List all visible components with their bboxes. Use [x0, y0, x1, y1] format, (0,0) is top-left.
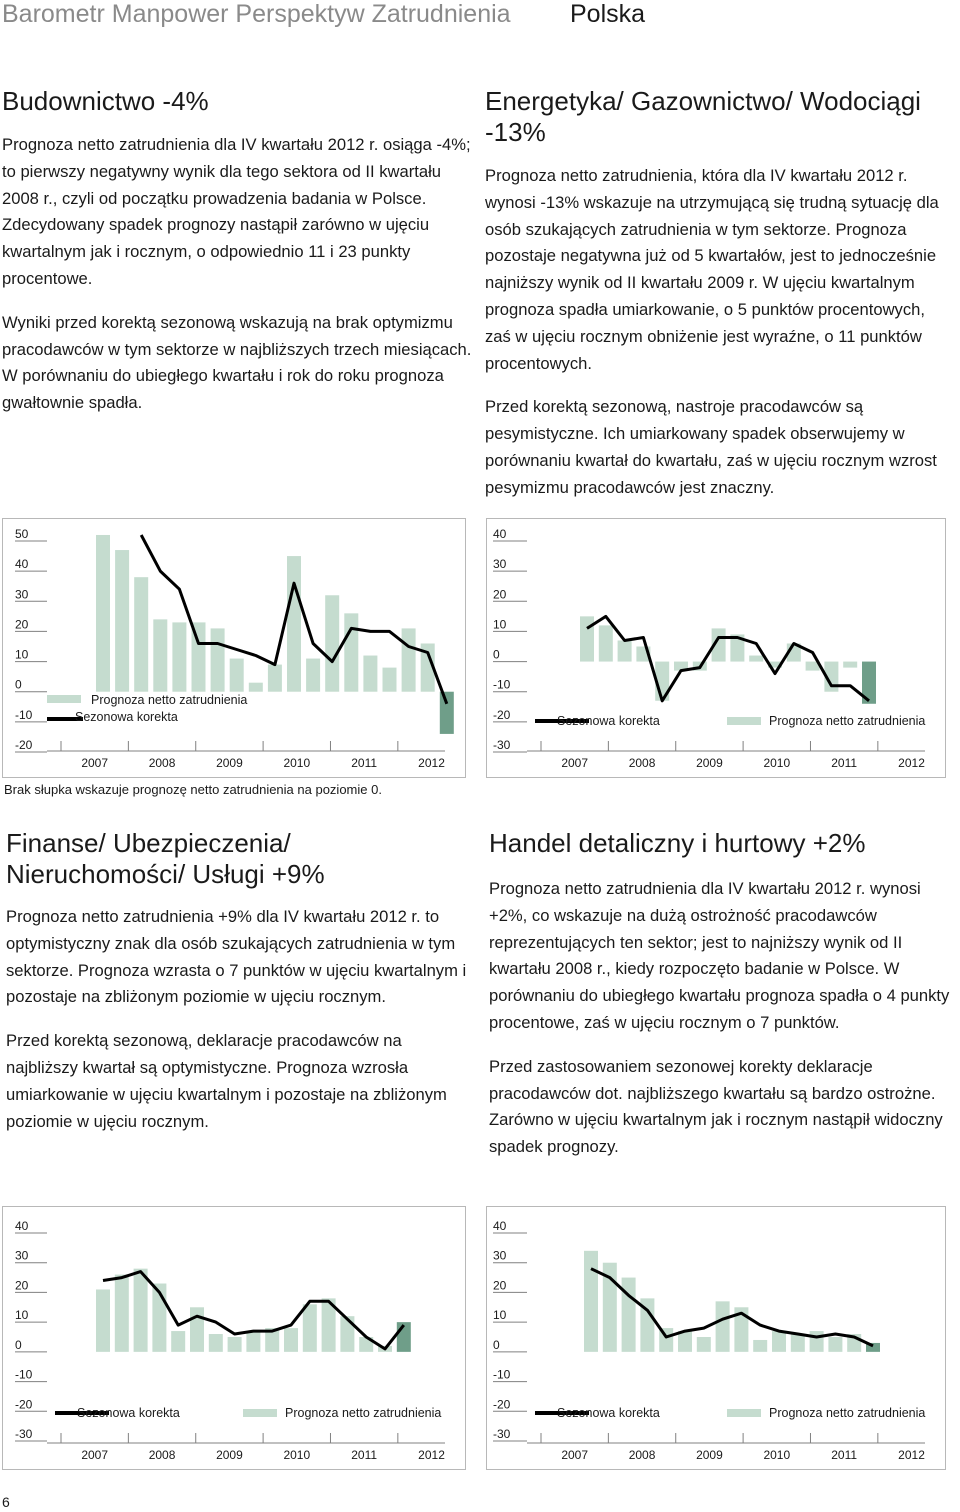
data-bar: [753, 1340, 767, 1352]
data-bar: [134, 577, 148, 692]
section-paragraph: Prognoza netto zatrudnienia +9% dla IV kwartału 2012 r. to optymistyczny znak dla osób szukających zatrudnienia w tym sektorze. Prognoza wzrasta o 7 punktów w ujęciu kwartalnym i pozostaje na zbliżonym poziomie w ujęciu rocznym.: [6, 907, 467, 1007]
chart-svg: [487, 519, 945, 777]
section-energy: [485, 86, 955, 502]
y-tick-label: 30: [15, 587, 29, 602]
y-tick-label: -30: [493, 1427, 511, 1441]
chart-svg: [3, 519, 465, 777]
y-tick-label: 20: [15, 1278, 29, 1293]
x-tick-label: 2010: [763, 1448, 791, 1462]
data-bar: [791, 1334, 805, 1352]
x-tick-label: 2011: [351, 1448, 378, 1462]
x-tick-label: 2009: [696, 756, 723, 770]
x-tick-label: 2012: [418, 1448, 445, 1462]
x-tick-label: 2008: [148, 1448, 176, 1462]
chart-retail: [486, 1206, 946, 1470]
data-bar: [697, 1337, 711, 1352]
data-bar: [209, 1334, 223, 1352]
x-tick-label: 2011: [351, 756, 378, 770]
section-construction: [2, 86, 472, 417]
legend-line-label: Sezonowa korekta: [557, 714, 660, 728]
x-tick-label: 2012: [418, 756, 445, 770]
data-bar: [96, 1289, 110, 1351]
section-paragraph: Prognoza netto zatrudnienia dla IV kwartału 2012 r. wynosi +2%, co wskazuje na dużą ostrożność pracodawców reprezentujących ten sektor; jest to najniższy wynik od II kwartału 2008 r., kiedy rozpoczęto badanie w Polsce. W porównaniu do ubiegłego kwartału prognoza spadła o 4 punkty procentowe, zaś w ujęciu rocznym o 7 punktów.: [489, 879, 950, 1032]
x-tick-label: 2009: [216, 1448, 243, 1462]
y-tick-label: -10: [493, 1367, 511, 1382]
data-bar: [246, 1331, 260, 1352]
data-bar: [306, 659, 320, 692]
legend-bar-label: Prognoza netto zatrudnienia: [769, 1406, 926, 1420]
y-tick-label: 0: [493, 1337, 500, 1352]
x-tick-label: 2008: [628, 1448, 656, 1462]
data-bar: [303, 1304, 317, 1352]
data-bar: [172, 622, 186, 691]
data-bar: [716, 1301, 730, 1352]
y-tick-label: 40: [493, 527, 507, 541]
section-paragraph: Prognoza netto zatrudnienia, która dla IV kwartału 2012 r. wynosi -13% wskazuje na utrzymującą się trudną sytuację dla osób szukających zatrudnienia w tym sektorze. Prognoza pozostaje negatywna już od 5 kwartałów, jest to jednocześnie najniższy wynik od II kwartału 2009 r. W ujęciu kwartalnym prognoza spadła umiarkowanie, o 5 punktów procentowych, zaś w ujęciu rocznym obniżenie jest wyraźne, o 11 punktów procentowych.: [485, 166, 939, 373]
legend-bar-label: Prognoza netto zatrudnienia: [285, 1406, 442, 1420]
data-bar: [344, 613, 358, 691]
x-tick-label: 2008: [628, 756, 656, 770]
chart-finance: [2, 1206, 466, 1470]
y-tick-label: -10: [15, 707, 33, 722]
y-tick-label: -30: [15, 1427, 33, 1441]
y-tick-label: -20: [15, 1397, 33, 1412]
y-tick-label: -30: [493, 738, 511, 752]
section-paragraph: Wyniki przed korektą sezonową wskazują na brak optymizmu pracodawców w tym sektorze w najbliższych trzech miesiącach. W porównaniu do ubiegłego kwartału i rok do roku prognoza gwałtownie spadła.: [2, 312, 472, 413]
y-tick-label: 40: [15, 1219, 29, 1233]
report-title: Barometr Manpower Perspektyw Zatrudnienia: [2, 0, 511, 28]
y-tick-label: -20: [15, 738, 33, 752]
section-finance: [6, 828, 476, 1135]
y-tick-label: -10: [15, 1367, 33, 1382]
chart-note: Brak słupka wskazuje prognozę netto zatrudnienia na poziomie 0.: [4, 782, 382, 797]
y-tick-label: 40: [493, 1219, 507, 1233]
y-tick-label: 10: [15, 1308, 29, 1323]
section-title: Budownictwo -4%: [2, 86, 209, 116]
data-bar: [190, 1307, 204, 1352]
legend-line-label: Sezonowa korekta: [77, 1406, 180, 1420]
x-tick-label: 2007: [561, 1448, 589, 1462]
x-tick-label: 2008: [148, 756, 176, 770]
data-bar: [363, 656, 377, 692]
y-tick-label: 30: [493, 1248, 507, 1263]
data-bar: [230, 659, 244, 692]
section-paragraph: Prognoza netto zatrudnienia dla IV kwartału 2012 r. osiąga -4%; to pierwszy negatywny wynik dla tego sektora od II kwartału 2008 r., czyli od początku prowadzenia badania w Polsce. Zdecydowany spadek prognozy nastąpił zarówno w ujęciu kwartalnym jak i rocznym, o odpowiednio 11 i 23 punkty procentowe.: [2, 135, 471, 288]
y-tick-label: 0: [15, 677, 22, 692]
legend-bar-swatch: [727, 1409, 761, 1417]
data-bar: [580, 616, 594, 661]
y-tick-label: 20: [493, 587, 507, 602]
x-tick-label: 2007: [81, 1448, 109, 1462]
data-bar: [402, 628, 416, 691]
y-tick-label: 20: [493, 1278, 507, 1293]
data-bar: [383, 668, 397, 692]
y-tick-label: 50: [15, 527, 29, 541]
x-tick-label: 2009: [216, 756, 243, 770]
y-tick-label: 0: [15, 1337, 22, 1352]
y-tick-label: 20: [15, 617, 29, 632]
data-bar: [268, 665, 282, 692]
page-header: [0, 0, 960, 28]
section-paragraph: Przed zastosowaniem sezonowej korekty deklaracje pracodawców dot. najbliższego kwartału są bardzo ostrożne. Zarówno w ujęciu kwartalnym jak i rocznym nastąpił widoczny spadek prognozy.: [489, 1056, 943, 1157]
data-bar: [810, 1331, 824, 1352]
legend-line-label: Sezonowa korekta: [75, 710, 178, 724]
x-tick-label: 2011: [831, 756, 858, 770]
data-bar: [211, 628, 225, 691]
y-tick-label: 10: [493, 617, 507, 632]
data-bar: [284, 1328, 298, 1352]
x-tick-label: 2012: [898, 1448, 925, 1462]
data-bar: [599, 625, 613, 661]
data-bar: [171, 1331, 185, 1352]
legend-bar-swatch: [243, 1409, 277, 1417]
data-bar: [584, 1251, 598, 1352]
data-bar: [115, 1275, 129, 1352]
x-tick-label: 2010: [283, 756, 311, 770]
data-bar: [228, 1337, 242, 1352]
data-bar: [843, 662, 857, 668]
y-tick-label: -10: [493, 677, 511, 692]
y-tick-label: 30: [493, 557, 507, 572]
x-tick-label: 2010: [763, 756, 791, 770]
section-paragraph: Przed korektą sezonową, nastroje pracodawców są pesymistyczne. Ich umiarkowany spadek obserwujemy w porównaniu kwartał do kwartału, zaś w ujęciu rocznym wzrost pesymizmu pracodawców jest znaczny.: [485, 397, 937, 497]
x-tick-label: 2011: [831, 1448, 858, 1462]
y-tick-label: 40: [15, 557, 29, 572]
x-tick-label: 2010: [283, 1448, 311, 1462]
chart-svg: [487, 1207, 945, 1469]
x-tick-label: 2007: [561, 756, 589, 770]
data-bar: [134, 1269, 148, 1352]
y-tick-label: 0: [493, 647, 500, 662]
section-title: Handel detaliczny i hurtowy +2%: [489, 828, 866, 858]
chart-energy: [486, 518, 946, 778]
y-tick-label: 10: [15, 647, 29, 662]
section-title: Finanse/ Ubezpieczenia/ Nieruchomości/ Usługi +9%: [6, 828, 325, 889]
chart-construction: [2, 518, 466, 778]
y-tick-label: -20: [493, 1397, 511, 1412]
y-tick-label: 10: [493, 1308, 507, 1323]
legend-bar-swatch: [47, 695, 81, 703]
x-tick-label: 2012: [898, 756, 925, 770]
chart-svg: [3, 1207, 465, 1469]
y-tick-label: -20: [493, 707, 511, 722]
y-tick-label: 30: [15, 1248, 29, 1263]
data-bar: [115, 550, 129, 692]
legend-bar-swatch: [727, 717, 761, 725]
data-bar: [153, 619, 167, 691]
data-bar: [772, 1331, 786, 1352]
data-bar: [249, 683, 263, 692]
legend-bar-label: Prognoza netto zatrudnienia: [769, 714, 926, 728]
legend-bar-label: Prognoza netto zatrudnienia: [91, 693, 248, 707]
data-bar: [440, 692, 454, 734]
data-bar: [287, 556, 301, 692]
data-bar: [340, 1316, 354, 1352]
section-retail: [489, 828, 951, 1161]
section-paragraph: Przed korektą sezonową, deklaracje pracodawców na najbliższy kwartał są optymistyczne. Prognoza wzrosła umiarkowanie w ujęciu kwartalnym i pozostaje na zbliżonym poziomie w ujęciu rocznym.: [6, 1031, 447, 1131]
data-bar: [325, 595, 339, 691]
country-label: Polska: [570, 0, 646, 28]
x-tick-label: 2009: [696, 1448, 723, 1462]
page-number: 6: [2, 1494, 10, 1510]
legend-line-label: Sezonowa korekta: [557, 1406, 660, 1420]
section-title: Energetyka/ Gazownictwo/ Wodociągi -13%: [485, 86, 921, 147]
x-tick-label: 2007: [81, 756, 109, 770]
data-bar: [96, 535, 110, 692]
data-bar: [749, 656, 763, 662]
data-bar: [828, 1337, 842, 1352]
data-bar: [618, 640, 632, 661]
